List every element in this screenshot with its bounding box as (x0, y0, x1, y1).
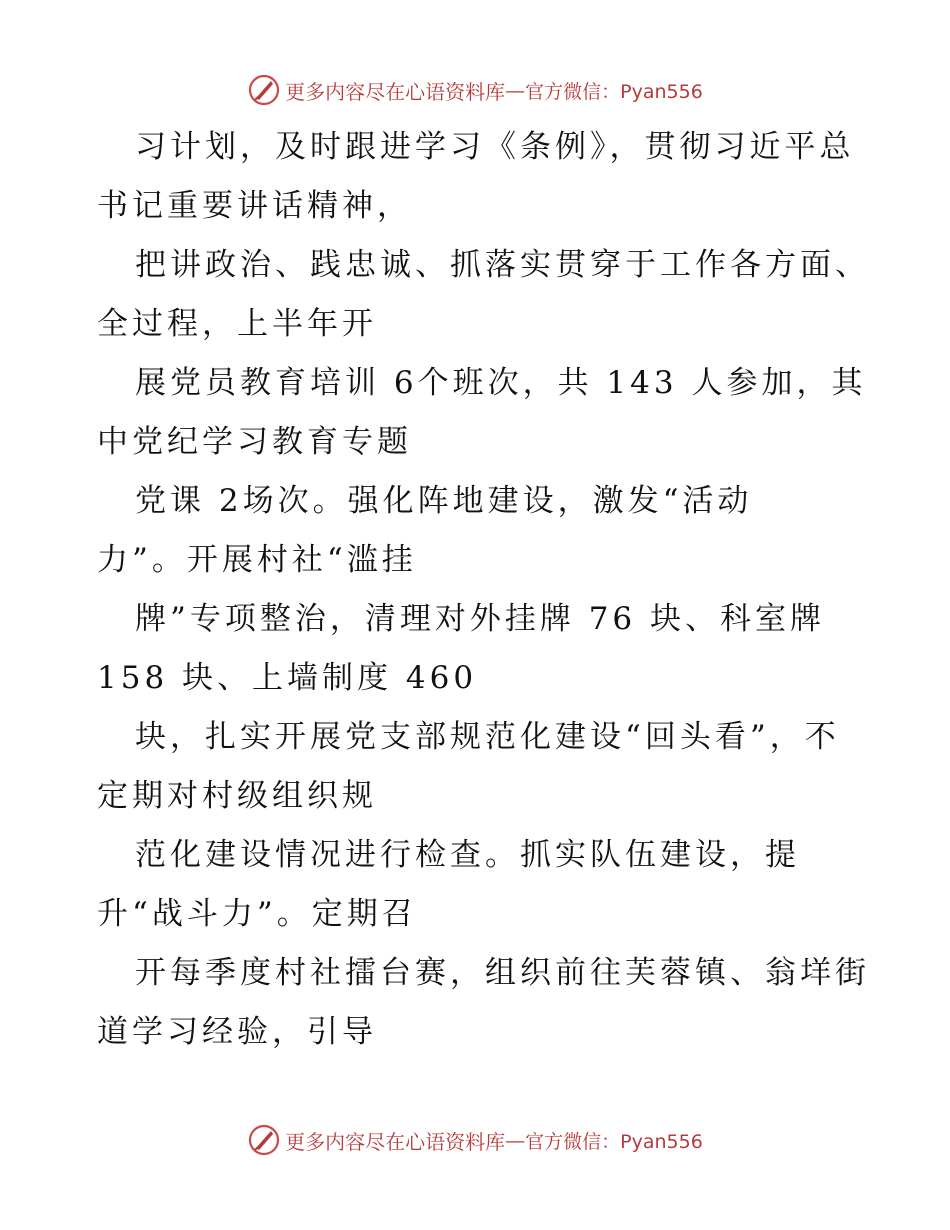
body-line: 158 块、上墙制度 460 (97, 660, 478, 696)
watermark-text: 更多内容尽在心语资料库 (285, 79, 506, 104)
watermark-dash: — (505, 1128, 526, 1152)
watermark-dash: — (505, 78, 526, 102)
footer-watermark (0, 1120, 950, 1160)
watermark-contact: 官方微信：Pyan556 (525, 80, 703, 103)
body-line: 展党员教育培训 6个班次，共 143 人参加，其 (135, 365, 867, 401)
body-line: 块，扎实开展党支部规范化建设“回头看”，不 (135, 719, 840, 755)
body-line: 道学习经验，引导 (97, 1014, 377, 1050)
body-line: 中党纪学习教育专题 (97, 424, 412, 460)
header-watermark (0, 70, 950, 110)
quill-pen-logo-icon (247, 73, 281, 107)
watermark-contact: 官方微信：Pyan556 (525, 1130, 703, 1153)
body-line: 范化建设情况进行检查。抓实队伍建设，提 (135, 837, 800, 873)
quill-pen-logo-icon (247, 1123, 281, 1157)
document-body (97, 118, 870, 1062)
body-line: 把讲政治、践忠诚、抓落实贯穿于工作各方面、 (135, 247, 870, 283)
body-line: 开每季度村社擂台赛，组织前往芙蓉镇、翁垟街 (135, 955, 870, 991)
body-line: 力”。开展村社“滥挂 (97, 542, 417, 578)
body-line: 书记重要讲话精神， (97, 188, 412, 224)
watermark-text: 更多内容尽在心语资料库 (285, 1129, 506, 1154)
body-line: 全过程，上半年开 (97, 306, 377, 342)
body-line: 定期对村级组织规 (97, 778, 377, 814)
body-line: 党课 2场次。强化阵地建设，激发“活动 (135, 483, 753, 519)
body-line: 习计划，及时跟进学习《条例》，贯彻习近平总 (135, 129, 855, 165)
body-line: 牌”专项整治，清理对外挂牌 76 块、科室牌 (135, 601, 826, 637)
body-line: 升“战斗力”。定期召 (97, 896, 417, 932)
